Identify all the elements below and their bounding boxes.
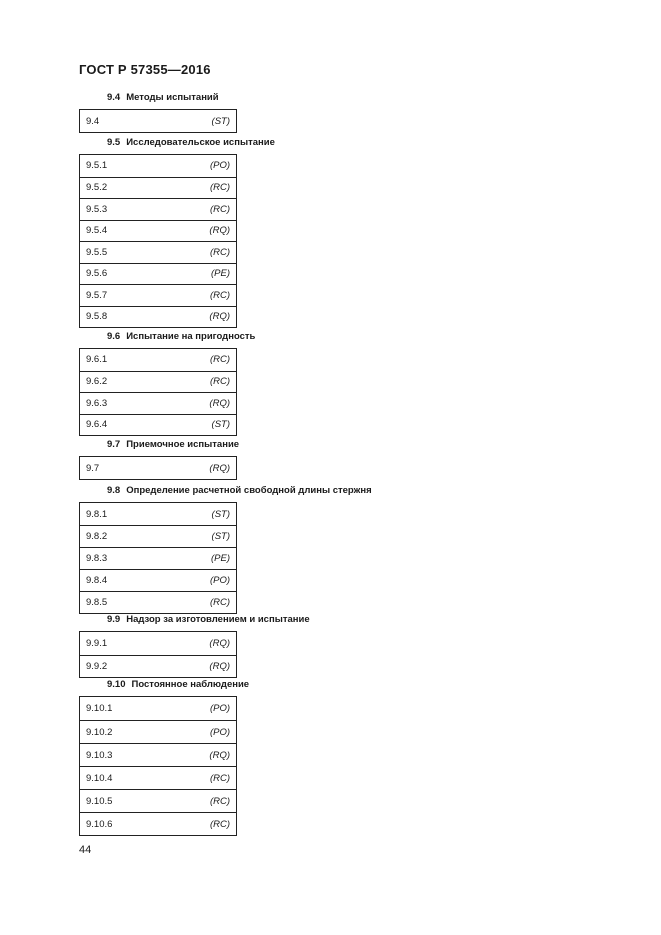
table-row [80, 766, 236, 789]
table-row [80, 569, 236, 591]
table-row [80, 697, 236, 720]
table-row [80, 241, 236, 263]
requirement-code: (PO) [209, 703, 230, 714]
table-row [80, 525, 236, 547]
clause-number: 9.10.1 [86, 703, 113, 714]
requirements-table [79, 502, 237, 614]
table-row [80, 632, 236, 655]
requirements-table [79, 631, 237, 678]
section-heading [107, 679, 250, 690]
clause-number: 9.6.3 [86, 397, 108, 409]
clause-number: 9.8.2 [86, 531, 108, 542]
table-row [80, 177, 236, 199]
clause-number: 9.5.4 [86, 225, 108, 237]
section-heading [107, 439, 240, 450]
section-9-10 [79, 679, 250, 836]
section-title: Исследовательское испытание [126, 137, 275, 148]
section-number: 9.5 [107, 137, 121, 148]
clause-number: 9.10.4 [86, 772, 113, 784]
requirement-code: (RC) [209, 354, 230, 366]
clause-number: 9.8.3 [86, 553, 108, 564]
clause-number: 9.10.6 [86, 818, 113, 830]
section-number: 9.8 [107, 485, 121, 496]
table-row [80, 371, 236, 393]
section-title: Постоянное наблюдение [131, 679, 250, 690]
requirement-code: (RC) [209, 182, 230, 194]
clause-number: 9.10.3 [86, 749, 113, 761]
section-9-8 [79, 485, 372, 614]
section-title: Определение расчетной свободной длины стержня [126, 485, 372, 496]
requirement-code: (ST) [211, 531, 230, 542]
requirement-code: (RQ) [209, 397, 230, 409]
section-title: Испытание на пригодность [126, 331, 256, 342]
requirement-code: (ST) [211, 508, 230, 520]
clause-number: 9.5.5 [86, 246, 108, 258]
table-row [80, 655, 236, 678]
requirement-code: (PO) [209, 726, 230, 738]
clause-number: 9.5.8 [86, 311, 108, 323]
section-title: Приемочное испытание [126, 439, 240, 450]
page-number: 44 [79, 844, 92, 856]
clause-number: 9.8.4 [86, 575, 108, 586]
clause-number: 9.10.2 [86, 726, 113, 738]
section-number: 9.7 [107, 439, 121, 450]
clause-number: 9.9.1 [86, 637, 108, 649]
clause-number: 9.10.5 [86, 795, 113, 807]
requirement-code: (PE) [211, 268, 230, 280]
requirement-code: (ST) [211, 115, 230, 127]
section-9-9 [79, 614, 310, 678]
clause-number: 9.6.1 [86, 354, 108, 366]
requirements-table [79, 109, 237, 133]
clause-number: 9.4 [86, 115, 100, 127]
table-row [80, 220, 236, 242]
table-row [80, 155, 236, 177]
section-number: 9.9 [107, 614, 121, 625]
requirement-code: (RC) [209, 795, 230, 807]
section-9-4 [79, 92, 237, 133]
requirements-table [79, 154, 237, 328]
table-row [80, 591, 236, 613]
clause-number: 9.8.1 [86, 508, 108, 520]
section-heading [107, 137, 275, 148]
requirement-code: (RQ) [209, 637, 230, 649]
section-heading [107, 614, 310, 625]
clause-number: 9.6.2 [86, 376, 108, 388]
table-row [80, 198, 236, 220]
clause-number: 9.5.2 [86, 182, 108, 194]
table-row [80, 349, 236, 371]
requirement-code: (ST) [211, 419, 230, 431]
section-number: 9.4 [107, 92, 121, 103]
table-row [80, 263, 236, 285]
requirement-code: (PO) [209, 160, 230, 172]
table-row [80, 110, 236, 132]
clause-number: 9.7 [86, 462, 100, 474]
requirement-code: (RC) [209, 772, 230, 784]
table-row [80, 414, 236, 436]
table-row [80, 306, 236, 328]
table-row [80, 503, 236, 525]
section-number: 9.6 [107, 331, 121, 342]
requirement-code: (RC) [209, 376, 230, 388]
requirement-code: (RC) [209, 289, 230, 301]
table-row [80, 720, 236, 743]
table-row [80, 789, 236, 812]
table-row [80, 743, 236, 766]
requirements-table [79, 696, 237, 836]
requirement-code: (PE) [211, 553, 230, 564]
requirement-code: (RC) [209, 818, 230, 830]
requirements-table [79, 456, 237, 480]
requirement-code: (RQ) [209, 462, 230, 474]
requirement-code: (RQ) [209, 225, 230, 237]
requirement-code: (PO) [209, 575, 230, 586]
clause-number: 9.8.5 [86, 597, 108, 608]
clause-number: 9.6.4 [86, 419, 108, 431]
requirement-code: (RQ) [209, 749, 230, 761]
document-header: ГОСТ Р 57355—2016 [79, 62, 211, 77]
section-number: 9.10 [107, 679, 126, 690]
table-row [80, 284, 236, 306]
requirements-table [79, 348, 237, 436]
table-row [80, 392, 236, 414]
section-heading [107, 331, 256, 342]
section-heading [107, 92, 237, 103]
section-9-7 [79, 439, 240, 480]
table-row [80, 547, 236, 569]
clause-number: 9.5.7 [86, 289, 108, 301]
requirement-code: (RQ) [209, 311, 230, 323]
requirement-code: (RC) [209, 597, 230, 608]
table-row [80, 457, 236, 479]
clause-number: 9.5.3 [86, 203, 108, 215]
section-title: Надзор за изготовлением и испытание [126, 614, 310, 625]
clause-number: 9.5.1 [86, 160, 108, 172]
requirement-code: (RC) [209, 246, 230, 258]
requirement-code: (RC) [209, 203, 230, 215]
section-title: Методы испытаний [126, 92, 219, 103]
section-9-5 [79, 137, 275, 328]
section-9-6 [79, 331, 256, 436]
clause-number: 9.9.2 [86, 660, 108, 672]
requirement-code: (RQ) [209, 660, 230, 672]
table-row [80, 812, 236, 835]
clause-number: 9.5.6 [86, 268, 108, 280]
section-heading [107, 485, 372, 496]
